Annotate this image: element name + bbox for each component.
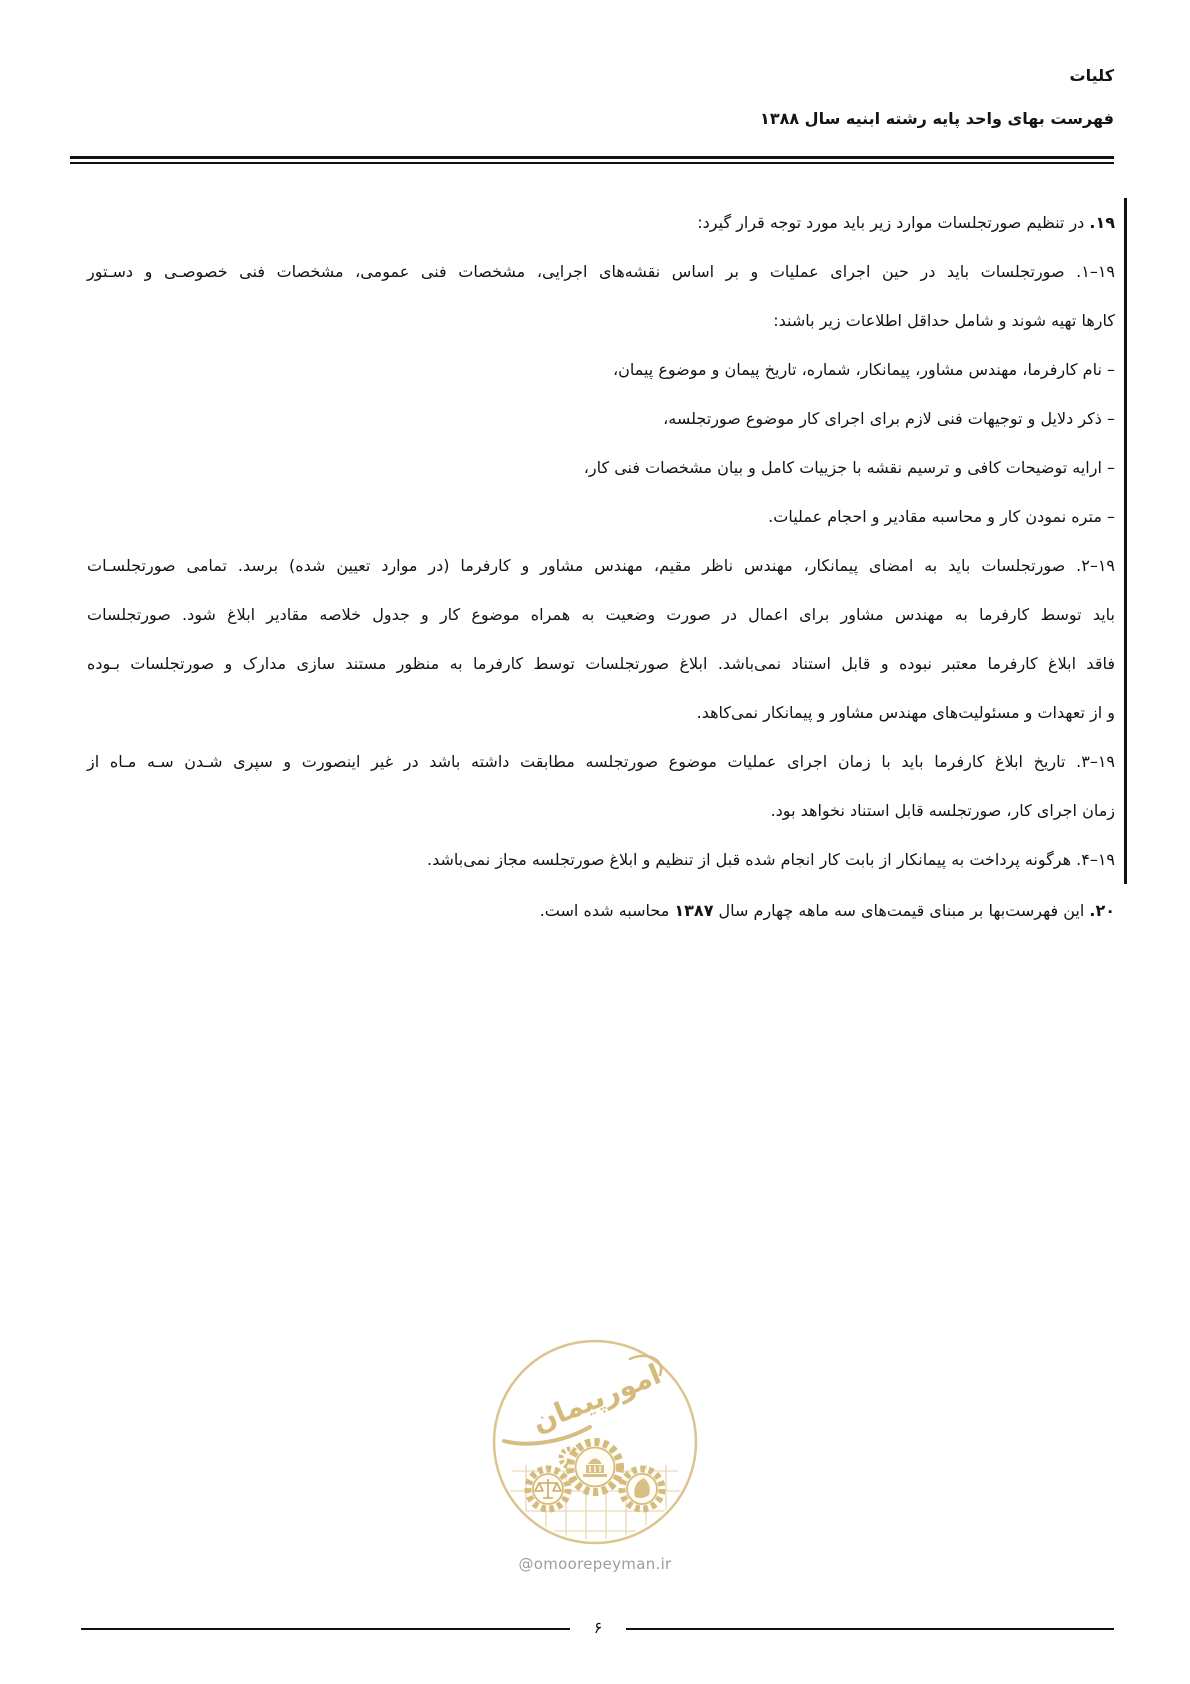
header-rule-thick: [70, 156, 1114, 159]
item-text: صورتجلسات باید به امضای پیمانکار، مهندس ناظر مقیم، مهندس مشاور و کارفرما (در موارد تعیین شده) برسد. تمامی صورتجلسـات: [87, 556, 1066, 575]
item-19-section: [87, 198, 1115, 884]
item-text: در تنظیم صورتجلسات موارد زیر باید مورد توجه قرار گیرد:: [697, 213, 1085, 232]
item-text: محاسبه شده است.: [539, 901, 670, 920]
item-19-2-line: و از تعهدات و مسئولیت‌های مهندس مشاور و پیمانکار نمی‌کاهد.: [696, 703, 1115, 722]
item-19-2-line: [87, 541, 1115, 590]
bullet-item: – نام کارفرما، مهندس مشاور، پیمانکار، شماره، تاریخ پیمان و موضوع پیمان،: [612, 360, 1115, 379]
footer-rule-right: [626, 1628, 1114, 1630]
bullet-item: – ارایه توضیحات کافی و ترسیم نقشه با جزییات کامل و بیان مشخصات فنی کار،: [583, 458, 1115, 477]
item-text: تاریخ ابلاغ کارفرما باید با زمان اجرای عملیات موضوع صورتجلسه مطابقت داشته باشد در غیر اینصورت و سپری شـدن سـه مـاه از: [87, 752, 1066, 771]
item-20-section: [87, 886, 1115, 935]
item-20: [87, 886, 1115, 935]
section-heading: کلیات: [1069, 66, 1114, 85]
year-value: ۱۳۸۷: [674, 901, 714, 920]
website-watermark: @omoorepeyman.ir: [518, 1555, 672, 1573]
item-number: ۱۹–۴.: [1076, 850, 1115, 869]
item-19-3-line: [87, 737, 1115, 786]
omoorepeyman-logo: [490, 1337, 700, 1547]
item-number: ۱۹.: [1089, 213, 1115, 232]
item-number: ۱۹–۱.: [1076, 262, 1115, 281]
document-title: فهرست بهای واحد پایه رشته ابنیه سال ۱۳۸۸: [760, 109, 1114, 128]
item-19: [87, 198, 1115, 247]
item-19-2-line: فاقد ابلاغ کارفرما معتبر نبوده و قابل استناد نمی‌باشد. ابلاغ صورتجلسات توسط کارفرما به منظور مستند سازی مدارک و صورتجلسات بـوده: [87, 654, 1115, 673]
logo-lettering: امورپیمان: [527, 1357, 666, 1439]
item-number: ۲۰.: [1089, 901, 1115, 920]
item-19-1-line: [87, 247, 1115, 296]
item-text: هرگونه پرداخت به پیمانکار از بابت کار انجام شده قبل از تنظیم و ابلاغ صورتجلسه مجاز نمی‌باشد.: [426, 850, 1072, 869]
page-number: ۶: [593, 1618, 603, 1637]
item-19-1-line: کارها تهیه شوند و شامل حداقل اطلاعات زیر باشند:: [773, 311, 1115, 330]
header-rule-thin: [70, 162, 1114, 164]
item-19-3-line: زمان اجرای کار، صورتجلسه قابل استناد نخواهد بود.: [770, 801, 1115, 820]
bullet-item: – متره نمودن کار و محاسبه مقادیر و احجام عملیات.: [768, 507, 1115, 526]
bullet-item: – ذکر دلایل و توجیهات فنی لازم برای اجرای کار موضوع صورتجلسه،: [663, 409, 1115, 428]
item-text: صورتجلسات باید در حین اجرای عملیات و بر اساس نقشه‌های اجرایی، مشخصات فنی عمومی، مشخصات فنی خصوصـی و دسـتور: [87, 262, 1065, 281]
item-text: این فهرست‌بها بر مبنای قیمت‌های سه ماهه چهارم سال: [718, 901, 1085, 920]
footer-rule-left: [81, 1628, 570, 1630]
item-19-2-line: باید توسط کارفرما به مهندس مشاور برای اعمال در صورت وضعیت به همراه موضوع کار و جدول خلاصه مقادیر ابلاغ شود. صورتجلسات: [87, 605, 1115, 624]
item-number: ۱۹–۲.: [1076, 556, 1115, 575]
revision-bar: [1124, 198, 1127, 884]
item-19-4-line: [87, 835, 1115, 884]
item-number: ۱۹–۳.: [1076, 752, 1115, 771]
